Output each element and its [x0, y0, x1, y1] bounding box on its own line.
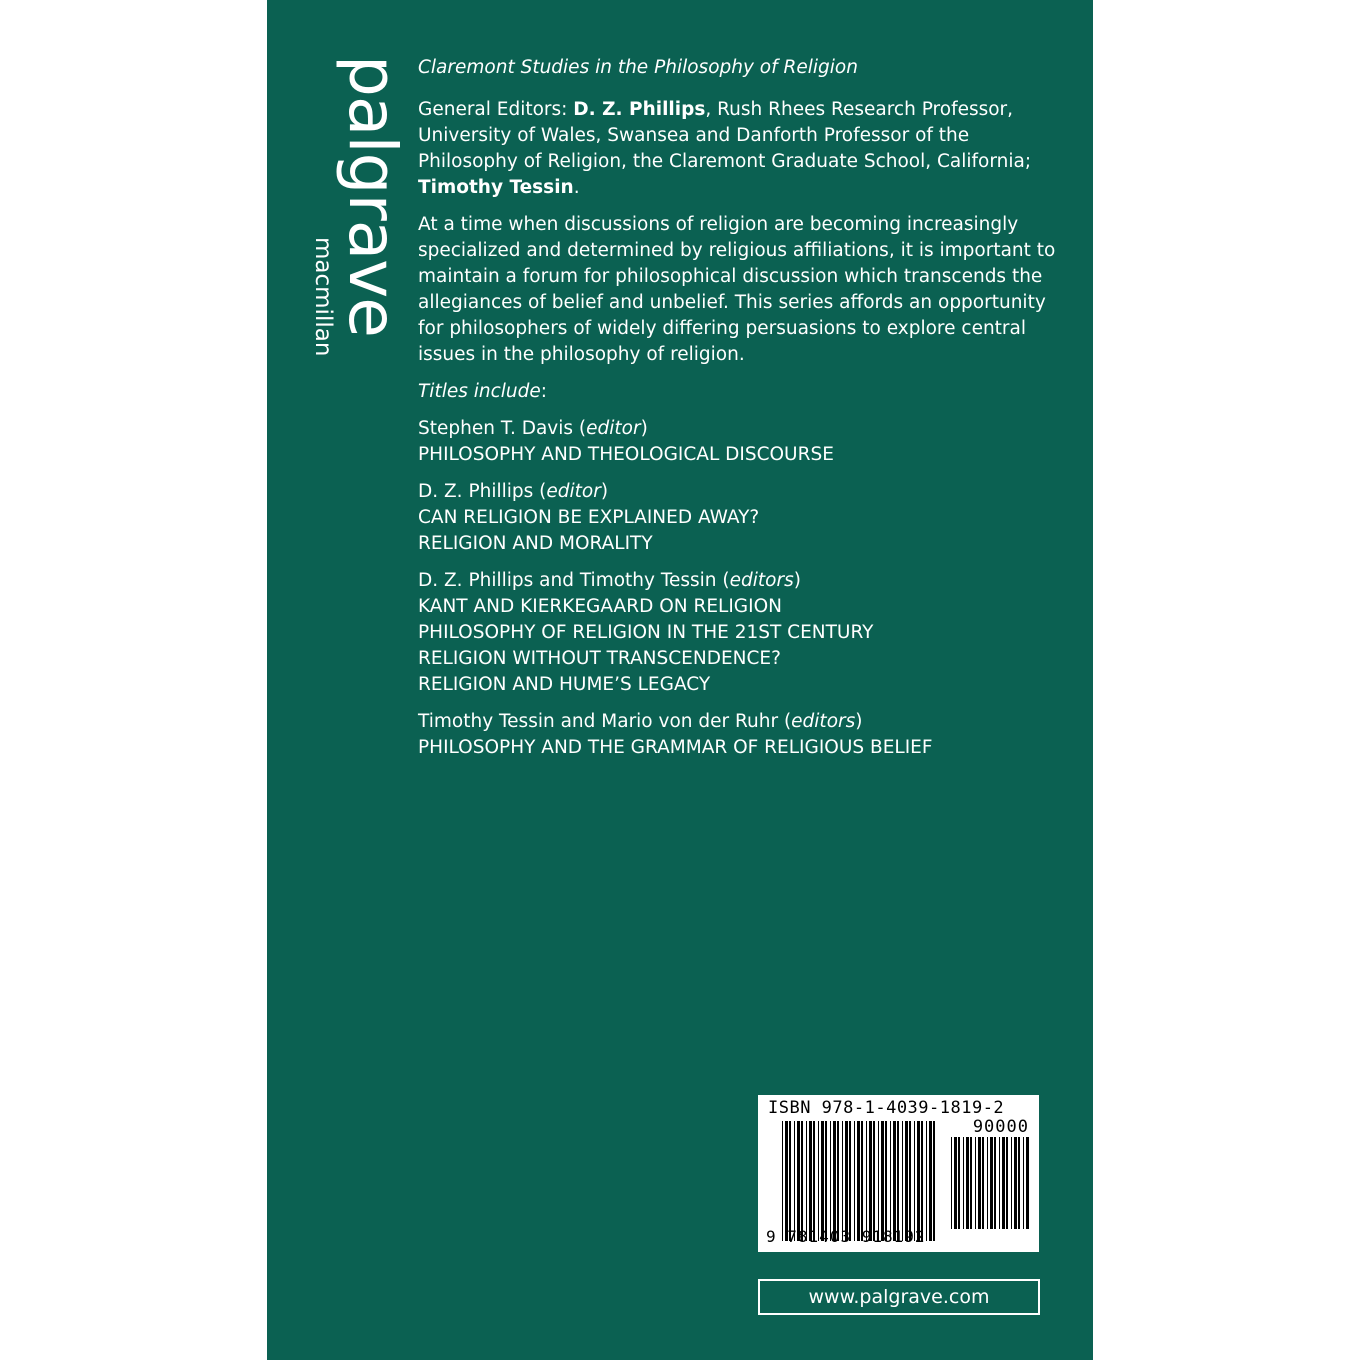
- barcode-bar: [809, 1121, 812, 1241]
- barcode-bar: [830, 1121, 831, 1241]
- barcode-bar: [926, 1121, 927, 1241]
- barcode-bar: [951, 1137, 952, 1229]
- barcode-bar: [958, 1137, 960, 1229]
- barcode-bar: [987, 1137, 988, 1229]
- editor-name: D. Z. Phillips: [573, 99, 706, 120]
- barcode-bar: [1011, 1137, 1012, 1229]
- barcode-bar: [914, 1121, 915, 1241]
- barcode-bar: [933, 1121, 935, 1241]
- book-group: [418, 479, 1058, 557]
- book-list: [418, 416, 1058, 761]
- barcode-bar: [929, 1121, 932, 1241]
- barcode-bar: [897, 1121, 899, 1241]
- palgrave-macmillan-logo: [303, 55, 411, 357]
- barcode-bar: [1002, 1137, 1005, 1229]
- book-group: [418, 709, 1058, 761]
- barcode-bar: [890, 1121, 891, 1241]
- barcode-bar: [975, 1137, 976, 1229]
- barcode-bar: [878, 1121, 879, 1241]
- series-description: At a time when discussions of religion are becoming increasingly specialized and determined by religious affiliations, it is important to maintain a forum for philosophical discussion which transcends the allegiances of belief and unbelief. This series affords an opportunity for philosophers of widely differing persuasions to explore central issues in the philosophy of religion.: [418, 214, 1056, 365]
- barcode-bar: [994, 1137, 996, 1229]
- cover-text: [418, 55, 1058, 772]
- book-author: D. Z. Phillips and Timothy Tessin (editors): [418, 570, 801, 591]
- barcode-bar: [789, 1121, 791, 1241]
- barcode-bar: [866, 1121, 867, 1241]
- barcode-digits: 9 781403 918192: [766, 1227, 926, 1246]
- price-code: 90000: [972, 1117, 1029, 1137]
- barcode-bar: [970, 1137, 972, 1229]
- barcode-bar: [869, 1121, 872, 1241]
- editor-name: Timothy Tessin: [418, 177, 574, 198]
- barcode-bar: [902, 1121, 903, 1241]
- book-back-cover: [267, 0, 1093, 1360]
- barcode-bar: [825, 1121, 827, 1241]
- book-title: CAN RELIGION BE EXPLAINED AWAY?: [418, 507, 760, 528]
- barcode-bar: [818, 1121, 819, 1241]
- barcode-bar: [990, 1137, 993, 1229]
- book-author: D. Z. Phillips (editor): [418, 481, 609, 502]
- barcode-bar: [794, 1121, 795, 1241]
- barcode-bar: [999, 1137, 1000, 1229]
- barcode-bar: [1026, 1137, 1029, 1229]
- publisher-website: www.palgrave.com: [758, 1279, 1040, 1315]
- logo-wordmark: palgrave: [334, 55, 411, 337]
- barcode-bar: [893, 1121, 896, 1241]
- barcode-bar: [982, 1137, 984, 1229]
- barcode-bar: [921, 1121, 923, 1241]
- barcode-bar: [813, 1121, 815, 1241]
- barcode-bar: [1023, 1137, 1024, 1229]
- barcode-bar: [885, 1121, 887, 1241]
- titles-include-label: Titles include:: [418, 381, 547, 402]
- barcode-bar: [1018, 1137, 1020, 1229]
- barcode-bar: [861, 1121, 863, 1241]
- barcode-bar: [821, 1121, 824, 1241]
- book-title: PHILOSOPHY AND THEOLOGICAL DISCOURSE: [418, 444, 834, 465]
- barcode-bar: [963, 1137, 964, 1229]
- barcode-bar: [854, 1121, 855, 1241]
- barcode-bar: [833, 1121, 836, 1241]
- barcode-bar: [954, 1137, 957, 1229]
- barcode-bar: [849, 1121, 851, 1241]
- barcode-bar: [873, 1121, 875, 1241]
- barcode-bar: [857, 1121, 860, 1241]
- barcode-bar: [978, 1137, 981, 1229]
- logo-subword: macmillan: [310, 237, 336, 357]
- barcode-bar: [837, 1121, 839, 1241]
- barcode-bar: [845, 1121, 848, 1241]
- barcode-bar: [806, 1121, 807, 1241]
- barcode-bar: [917, 1121, 920, 1241]
- general-editors: General Editors: D. Z. Phillips, Rush Rhees Research Professor, University of Wales, Swansea and Danforth Professor of the Philosophy of Religion, the Claremont Graduate School, California; Timothy Tessin.: [418, 99, 1032, 198]
- barcode-bar: [905, 1121, 908, 1241]
- book-author: Stephen T. Davis (editor): [418, 418, 648, 439]
- barcode-bar: [785, 1121, 788, 1241]
- barcode-bar: [1014, 1137, 1017, 1229]
- barcode-bar: [1006, 1137, 1008, 1229]
- barcode-bar: [797, 1121, 800, 1241]
- barcode-bar: [782, 1121, 783, 1241]
- book-title: PHILOSOPHY AND THE GRAMMAR OF RELIGIOUS BELIEF: [418, 737, 933, 758]
- series-title: Claremont Studies in the Philosophy of Religion: [418, 57, 858, 78]
- barcode-bar: [966, 1137, 969, 1229]
- book-group: [418, 416, 1058, 468]
- barcode-bar: [842, 1121, 843, 1241]
- isbn-text: ISBN 978-1-4039-1819-2: [768, 1098, 1005, 1118]
- book-author: Timothy Tessin and Mario von der Ruhr (editors): [418, 711, 863, 732]
- barcode-bar: [909, 1121, 911, 1241]
- isbn-barcode: [758, 1095, 1039, 1252]
- barcode-bar: [881, 1121, 884, 1241]
- book-title: RELIGION AND MORALITY: [418, 533, 653, 554]
- book-group: [418, 568, 1058, 698]
- book-title: RELIGION WITHOUT TRANSCENDENCE?: [418, 648, 781, 669]
- book-title: RELIGION AND HUME’S LEGACY: [418, 674, 711, 695]
- book-title: PHILOSOPHY OF RELIGION IN THE 21ST CENTURY: [418, 622, 874, 643]
- book-title: KANT AND KIERKEGAARD ON RELIGION: [418, 596, 782, 617]
- barcode-bar: [801, 1121, 803, 1241]
